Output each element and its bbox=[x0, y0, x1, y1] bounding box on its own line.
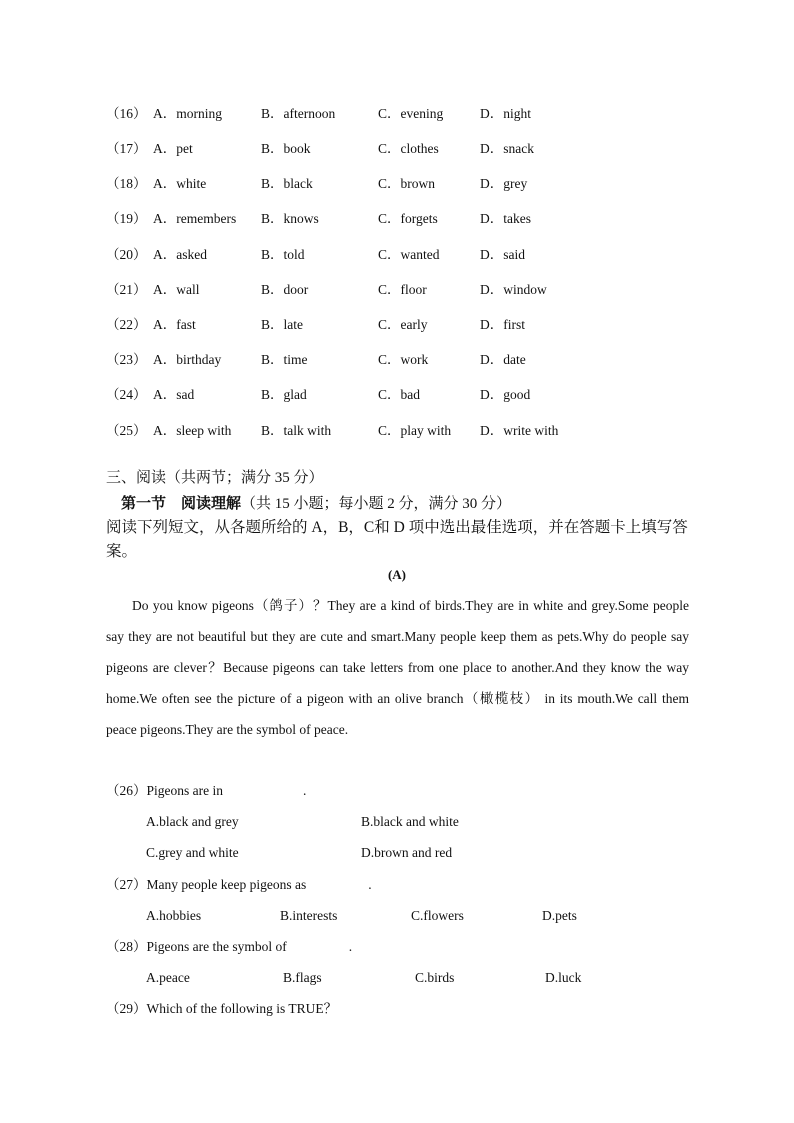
option-a: A．asked bbox=[153, 247, 207, 262]
question-number: （18） bbox=[106, 176, 147, 191]
option-d: D．night bbox=[480, 106, 532, 121]
option-b: B．glad bbox=[261, 387, 307, 402]
option-a: A.peace bbox=[146, 970, 190, 985]
question-28 bbox=[106, 937, 352, 957]
question-27 bbox=[106, 875, 372, 895]
instruction: 阅读下列短文，从各题所给的 A，B，C和 D 项中选出最佳选项，并在答题卡上填写答案。 bbox=[106, 519, 688, 560]
question-stem: （27）Many people keep pigeons as bbox=[106, 877, 307, 892]
question-number: （25） bbox=[106, 423, 147, 438]
option-b: B．late bbox=[261, 317, 303, 332]
question-number: （16） bbox=[106, 106, 147, 121]
question-number: （21） bbox=[106, 282, 147, 297]
question-stem: （28）Pigeons are the symbol of bbox=[106, 939, 287, 954]
question-number: （17） bbox=[106, 141, 147, 156]
passage-text: Do you know pigeons（鸽子）？They are a kind of birds.They are in white and grey.Some people say they are not beautiful but they are cute and smart.Many people keep them as pets.Why do people say pigeons are clever？Because pigeons can take letters from one place to another.And they know the way home.We often see the picture of a pigeon with an olive branch（橄榄枝） in its mouth.We call them peace pigeons.They are the symbol of peace. bbox=[106, 598, 689, 737]
question-26 bbox=[106, 781, 306, 801]
option-c: C．wanted bbox=[378, 247, 440, 262]
option-b: B．talk with bbox=[261, 423, 332, 438]
question-end: . bbox=[303, 783, 307, 798]
question-end: . bbox=[348, 939, 353, 954]
option-c: C．work bbox=[378, 352, 429, 367]
option-b: B．book bbox=[261, 141, 311, 156]
option-a: A．sleep with bbox=[153, 423, 232, 438]
option-c: C.grey and white bbox=[146, 845, 239, 860]
question-number: （24） bbox=[106, 387, 147, 402]
option-c: C．play with bbox=[378, 423, 452, 438]
option-c: C．brown bbox=[378, 176, 435, 191]
option-d: D．takes bbox=[480, 211, 531, 226]
question-number: （23） bbox=[106, 352, 147, 367]
option-d: D．good bbox=[480, 387, 531, 402]
option-a: A．birthday bbox=[153, 352, 222, 367]
question-stem: （29）Which of the following is TRUE？ bbox=[106, 1001, 338, 1016]
option-c: C．forgets bbox=[378, 211, 438, 226]
option-a: A.hobbies bbox=[146, 908, 202, 923]
option-b: B.black and white bbox=[361, 814, 459, 829]
option-d: D.pets bbox=[542, 908, 577, 923]
passage-label: (A) bbox=[387, 567, 407, 582]
part-label: 第一节 阅读理解 bbox=[121, 496, 242, 512]
option-b: B．knows bbox=[261, 211, 319, 226]
option-c: C．early bbox=[378, 317, 428, 332]
option-c: C．clothes bbox=[378, 141, 439, 156]
option-b: B．door bbox=[261, 282, 309, 297]
option-a: A．white bbox=[153, 176, 207, 191]
question-number: （22） bbox=[106, 317, 147, 332]
option-b: B．time bbox=[261, 352, 308, 367]
part-title bbox=[121, 492, 511, 513]
option-d: D．said bbox=[480, 247, 525, 262]
option-b: B．black bbox=[261, 176, 313, 191]
option-a: A.black and grey bbox=[146, 814, 239, 829]
question-number: （19） bbox=[106, 211, 147, 226]
option-d: D．date bbox=[480, 352, 526, 367]
option-a: A．morning bbox=[153, 106, 222, 121]
question-29 bbox=[106, 999, 337, 1019]
option-d: D．window bbox=[480, 282, 547, 297]
option-c: C.flowers bbox=[411, 908, 464, 923]
option-b: B．told bbox=[261, 247, 305, 262]
option-d: D．snack bbox=[480, 141, 534, 156]
option-d: D.luck bbox=[545, 970, 582, 985]
option-c: C．bad bbox=[378, 387, 420, 402]
option-a: A．pet bbox=[153, 141, 193, 156]
option-b: B.interests bbox=[280, 908, 338, 923]
option-d: D．first bbox=[480, 317, 525, 332]
option-a: A．fast bbox=[153, 317, 196, 332]
option-c: C.birds bbox=[415, 970, 455, 985]
option-b: B.flags bbox=[283, 970, 322, 985]
option-c: C．evening bbox=[378, 106, 444, 121]
part-note: （共 15 小题；每小题 2 分，满分 30 分） bbox=[241, 496, 512, 512]
option-d: D.brown and red bbox=[361, 845, 453, 860]
option-d: D．write with bbox=[480, 423, 559, 438]
option-d: D．grey bbox=[480, 176, 528, 191]
question-number: （20） bbox=[106, 247, 147, 262]
option-b: B．afternoon bbox=[261, 106, 336, 121]
section-title: 三、阅读（共两节；满分 35 分） bbox=[106, 470, 324, 486]
option-a: A．remembers bbox=[153, 211, 237, 226]
question-end: . bbox=[368, 877, 372, 892]
option-a: A．wall bbox=[153, 282, 200, 297]
question-stem: （26）Pigeons are in bbox=[106, 783, 223, 798]
option-c: C．floor bbox=[378, 282, 427, 297]
option-a: A．sad bbox=[153, 387, 195, 402]
